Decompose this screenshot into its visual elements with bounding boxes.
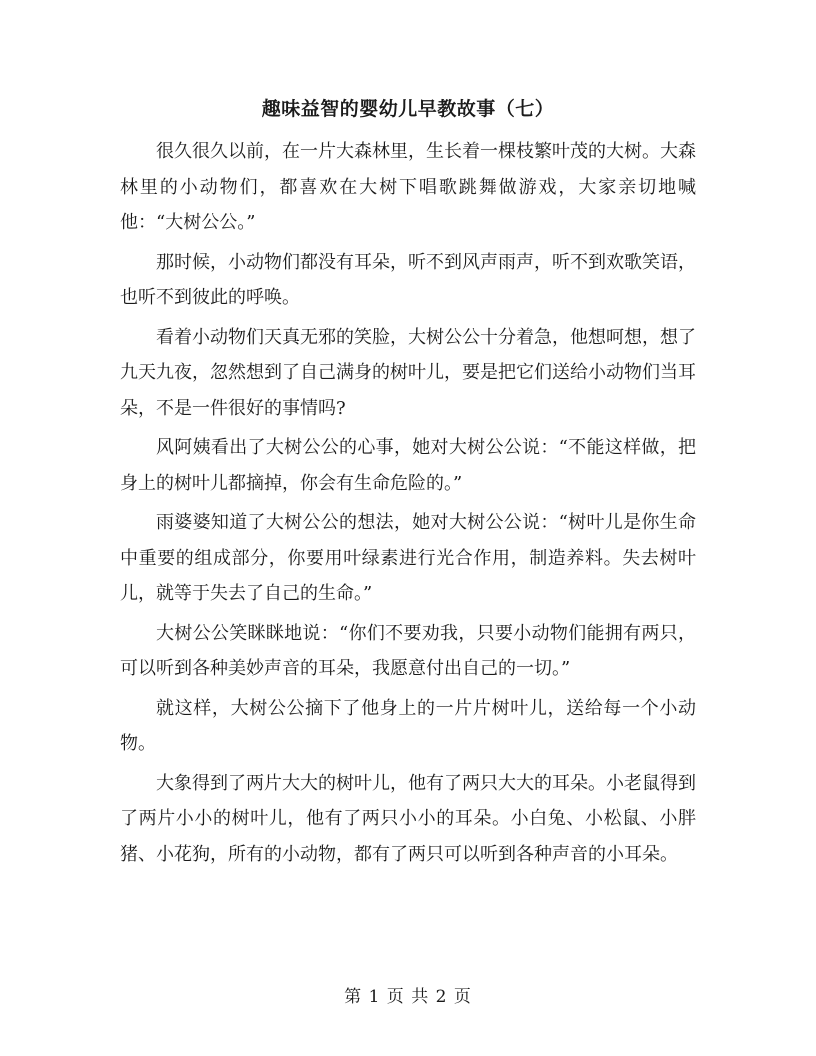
paragraph-3: 看着小动物们天真无邪的笑脸，大树公公十分着急，他想呵想，想了九天九夜，忽然想到了自己满身的树叶儿，要是把它们送给小动物们当耳朵，不是一件很好的事情吗? [120,326,696,419]
paragraph-8: 大象得到了两片大大的树叶儿，他有了两只大大的耳朵。小老鼠得到了两片小小的树叶儿，他有了两只小小的耳朵。小白兔、小松鼠、小胖猪、小花狗，所有的小动物，都有了两只可以听到各种声音的小耳朵。 [120,772,696,865]
paragraph-7: 就这样，大树公公摘下了他身上的一片片树叶儿，送给每一个小动物。 [120,697,696,754]
page-number-label: 第 1 页 共 2 页 [344,987,472,1007]
document-body [120,134,696,876]
paragraph-5: 雨婆婆知道了大树公公的想法，她对大树公公说：“树叶儿是你生命中重要的组成部分，你要用叶绿素进行光合作用，制造养料。失去树叶儿，就等于失去了自己的生命。” [120,512,696,604]
paragraph-1: 很久很久以前，在一片大森林里，生长着一棵枝繁叶茂的大树。大森林里的小动物们，都喜欢在大树下唱歌跳舞做游戏，大家亲切地喊他：“大树公公。” [120,141,696,233]
document-title: 趣味益智的婴幼儿早教故事（七） [261,98,555,120]
paragraph-6: 大树公公笑眯眯地说：“你们不要劝我，只要小动物们能拥有两只，可以听到各种美妙声音的耳朵，我愿意付出自己的一切。” [120,622,696,679]
page-footer [0,985,816,1009]
paragraph-2: 那时候，小动物们都没有耳朵，听不到风声雨声，听不到欢歌笑语，也听不到彼此的呼唤。 [120,251,696,308]
paragraph-4: 风阿姨看出了大树公公的心事，她对大树公公说：“不能这样做，把身上的树叶儿都摘掉，你会有生命危险的。” [120,437,696,494]
